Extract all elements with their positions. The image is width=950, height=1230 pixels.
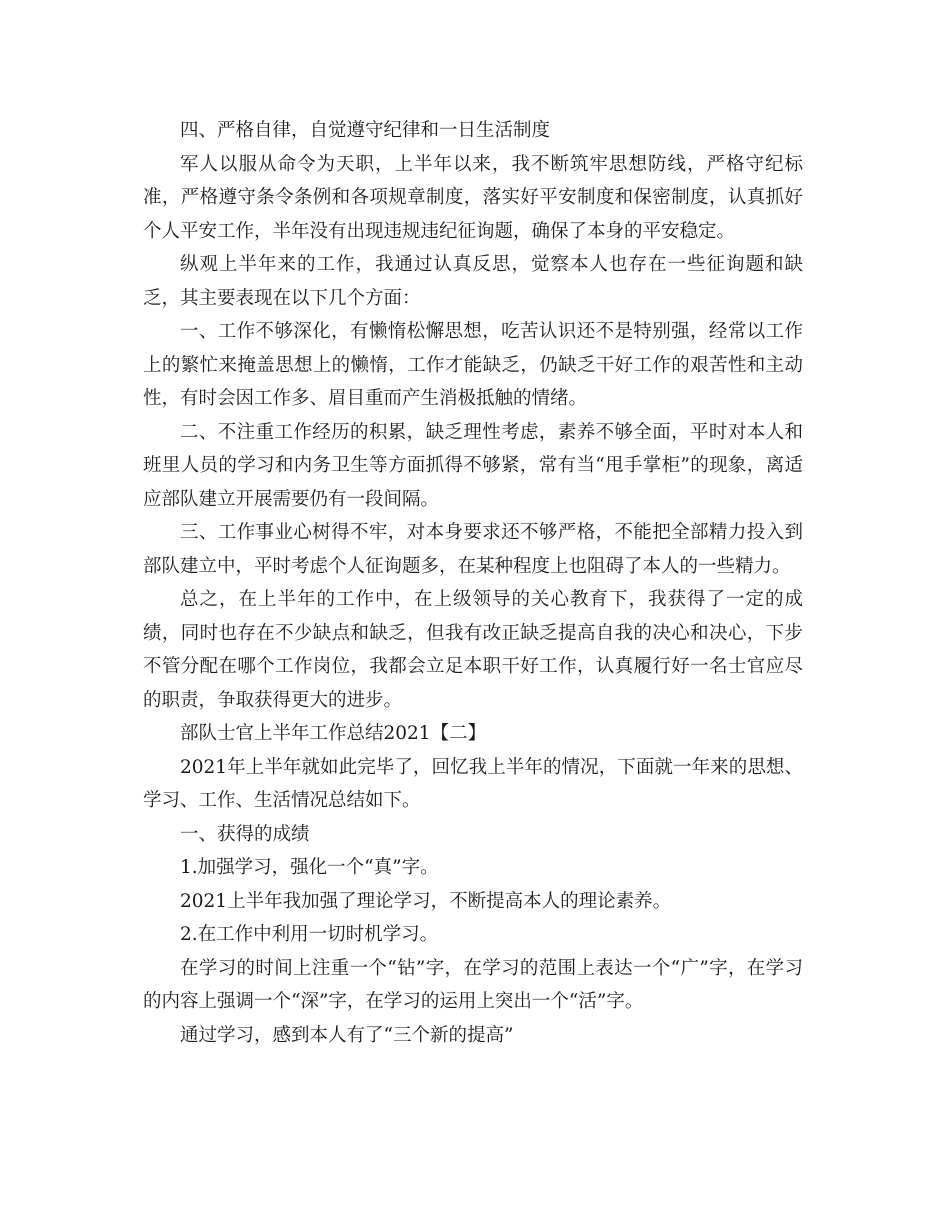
section-title-part-two: 部队士官上半年工作总结2021【二】: [180, 723, 487, 744]
list-item: 2.在工作中利用一切时机学习。: [180, 924, 439, 945]
section-heading-discipline: 四、严格自律，自觉遵守纪律和一日生活制度: [180, 120, 551, 141]
section-heading-achievements: 一、获得的成绩: [180, 823, 310, 845]
body-paragraph: 一、工作不够深化，有懒惰松懈思想，吃苦认识还不是特别强，经常以工作上的繁忙来掩盖思想上的懒惰，工作才能缺乏，仍缺乏干好工作的艰苦性和主动性，有时会因工作多、眉目重而产生消极抵触的情绪。: [143, 321, 803, 409]
body-paragraph: 在学习的时间上注重一个“钻”字，在学习的范围上表达一个“广”字，在学习的内容上强调一个“深”字，在学习的运用上突出一个“活”字。: [143, 957, 803, 1012]
body-paragraph: 三、工作事业心树得不牢，对本身要求还不够严格，不能把全部精力投入到部队建立中，平时考虑个人征询题多，在某种程度上也阻碍了本人的一些精力。: [143, 522, 803, 577]
body-paragraph: 二、不注重工作经历的积累，缺乏理性考虑，素养不够全面，平时对本人和班里人员的学习和内务卫生等方面抓得不够紧，常有当“甩手掌柜”的现象，离适应部队建立开展需要仍有一段间隔。: [143, 421, 803, 510]
body-paragraph: 2021年上半年就如此完毕了，回忆我上半年的情况，下面就一年来的思想、学习、工作、生活情况总结如下。: [143, 756, 803, 811]
body-paragraph: 2021上半年我加强了理论学习，不断提高本人的理论素养。: [180, 890, 672, 912]
body-paragraph: 军人以服从命令为天职，上半年以来，我不断筑牢思想防线，严格守纪标准，严格遵守条令条例和各项规章制度，落实好平安制度和保密制度，认真抓好个人平安工作，半年没有出现违规违纪征询题，确保了本身的平安稳定。: [143, 153, 803, 242]
list-item: 1.加强学习，强化一个“真”字。: [180, 857, 439, 878]
body-paragraph: 总之，在上半年的工作中，在上级领导的关心教育下，我获得了一定的成绩，同时也存在不少缺点和缺乏，但我有改正缺乏提高自我的决心和决心，下步不管分配在哪个工作岗位，我都会立足本职干好工作，认真履行好一名士官应尽的职责，争取获得更大的进步。: [143, 589, 803, 711]
document-body: [143, 114, 803, 1052]
body-paragraph: 纵观上半年来的工作，我通过认真反思，觉察本人也存在一些征询题和缺乏，其主要表现在以下几个方面：: [143, 254, 803, 309]
body-paragraph: 通过学习，感到本人有了“三个新的提高”: [180, 1024, 514, 1046]
